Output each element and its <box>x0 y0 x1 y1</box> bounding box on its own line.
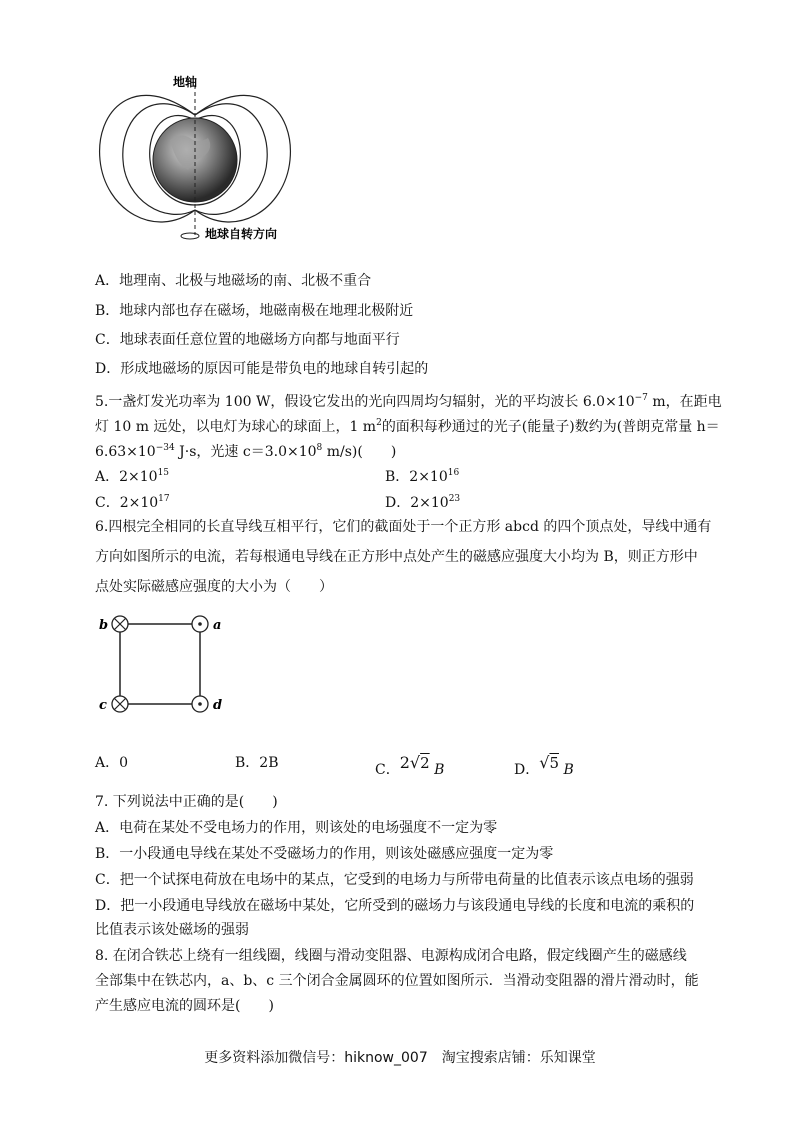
q8-line-2: 全部集中在铁芯内，a、b、c 三个闭合金属圆环的位置如图所示．当滑动变阻器的滑片滑动时，能 <box>95 973 699 989</box>
q8-line-3: 产生感应电流的圆环是( ) <box>95 998 274 1014</box>
q6-option-a: A．0 <box>95 755 129 771</box>
q7-option-a: A．电荷在某处不受电场力的作用，则该处的电场强度不一定为零 <box>95 820 498 836</box>
q7-option-c: C．把一个试探电荷放在电场中的某点，它受到的电场力与所带电荷量的比值表示该点电场的强弱 <box>95 872 694 888</box>
corner-b-label: b <box>99 618 109 633</box>
q6-line-1: 6.四根完全相同的长直导线互相平行，它们的截面处于一个正方形 abcd 的四个顶点处，导线中通有 <box>95 519 712 535</box>
q5-option-c: C．$2\times 10^{17}$ <box>95 494 170 511</box>
q5-line-1: 5.一盏灯发光功率为 100 W，假设它发出的光向四周均匀辐射，光的平均波长 $6.0\times 10^{-7}$ m，在距电 <box>95 393 722 410</box>
q4-option-c: C．地球表面任意位置的地磁场方向都与地面平行 <box>95 332 400 348</box>
q4-option-a: A．地理南、北极与地磁场的南、北极不重合 <box>95 273 372 289</box>
square-wires-figure <box>95 610 245 720</box>
earth-axis-label: 地轴 <box>173 75 198 89</box>
q4-option-d: D．形成地磁场的原因可能是带负电的地球自转引起的 <box>95 361 429 377</box>
page-footer: 更多资料添加微信号：hiknow_007 淘宝搜索店铺：乐知课堂 <box>204 1050 596 1066</box>
q6-line-2: 方向如图所示的电流，若每根通电导线在正方形中点处产生的磁感应强度大小均为 B，则正方形中 <box>95 549 698 565</box>
q4-option-b: B．地球内部也存在磁场，地磁南极在地理北极附近 <box>95 303 414 319</box>
q6-option-d: D．√5 B <box>514 753 574 778</box>
q5-line-3: $6.63\times 10^{-34}$ J·s，光速 $c=3.0\times 10^8$ m/s)( ) <box>95 443 397 460</box>
q6-option-b: B．2B <box>235 755 279 771</box>
q5-line-2: 灯 10 m 远处，以电灯为球心的球面上，1 $m^2$的面积每秒通过的光子(能量子)数约为(普朗克常量 h＝ <box>95 418 720 435</box>
corner-c-label: c <box>99 698 107 713</box>
q5-option-a: A．$2\times 10^{15}$ <box>95 468 170 485</box>
earth-magnetic-field-figure <box>95 70 295 250</box>
q8-line-1: 8. 在闭合铁芯上绕有一组线圈，线圈与滑动变阻器、电源构成闭合电路，假定线圈产生的磁感线 <box>95 948 687 964</box>
q6-line-3: 点处实际磁感应强度的大小为（ ） <box>95 579 333 595</box>
corner-a-label: a <box>213 618 222 633</box>
q5-option-d: D．$2\times 10^{23}$ <box>385 494 461 511</box>
corner-d-label: d <box>213 698 223 713</box>
q7-option-d: D．把一小段通电导线放在磁场中某处，它所受到的磁场力与该段通电导线的长度和电流的乘积的 <box>95 898 695 914</box>
q7-option-d-cont: 比值表示该处磁场的强弱 <box>95 922 249 938</box>
q5-option-b: B．$2\times 10^{16}$ <box>385 468 460 485</box>
earth-rotation-label: 地球自转方向 <box>205 227 278 241</box>
q7-option-b: B．一小段通电导线在某处不受磁场力的作用，则该处磁感应强度一定为零 <box>95 846 554 862</box>
q7-stem: 7. 下列说法中正确的是( ) <box>95 794 278 810</box>
q6-option-c: C．2√2 B <box>375 753 445 778</box>
